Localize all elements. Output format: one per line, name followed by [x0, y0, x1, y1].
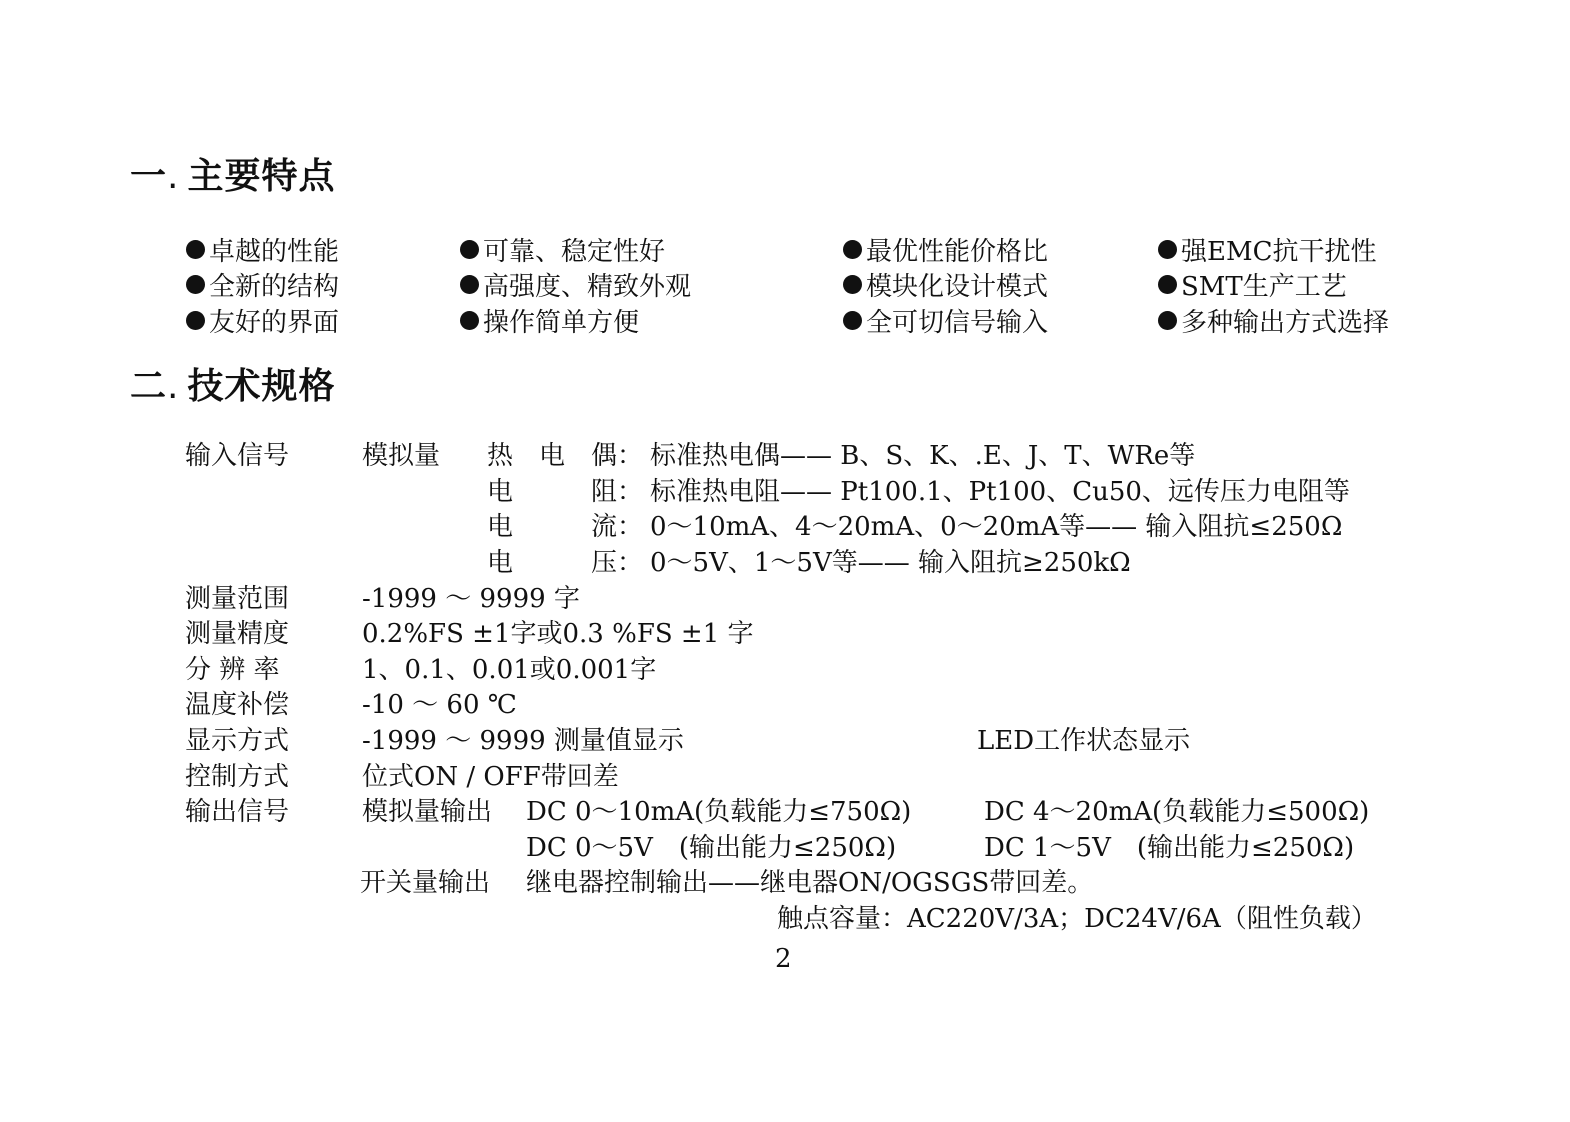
feature-item — [1158, 302, 1389, 339]
spec-value-display-led: LED工作状态显示 — [977, 726, 1191, 756]
feature-text: 操作简单方便 — [483, 308, 640, 338]
spec-label-display: 显示方式 — [185, 726, 290, 756]
feature-text: 可靠、稳定性好 — [483, 237, 666, 267]
spec-input-name: 电 压： — [487, 548, 644, 578]
feature-text: SMT生产工艺 — [1181, 272, 1347, 302]
bullet-icon — [186, 240, 205, 259]
spec-output-analog-value: DC 4～20mA(负载能力≤500Ω) — [984, 797, 1370, 827]
feature-item — [843, 266, 1048, 303]
bullet-icon — [843, 275, 862, 294]
bullet-icon — [1158, 275, 1177, 294]
feature-item — [186, 266, 339, 303]
bullet-icon — [843, 240, 862, 259]
feature-item — [843, 302, 1048, 339]
feature-text: 强EMC抗干扰性 — [1181, 237, 1377, 267]
spec-output-analog-value: DC 0～10mA(负载能力≤750Ω) — [526, 797, 912, 827]
feature-text: 最优性能价格比 — [866, 237, 1049, 267]
feature-item — [460, 266, 691, 303]
spec-value-temp-comp: -10 ～ 60 ℃ — [362, 690, 517, 720]
spec-label-input: 输入信号 — [185, 441, 290, 471]
spec-output-switch-value: 继电器控制输出——继电器ON/OGSGS带回差。 — [526, 868, 1094, 898]
spec-input-name: 电 阻： — [487, 477, 644, 507]
spec-label-resolution: 分 辨 率 — [185, 655, 280, 685]
feature-item — [460, 302, 639, 339]
spec-input-value: 标准热电偶—— B、S、K、.E、J、T、WRe等 — [650, 441, 1196, 471]
feature-text: 高强度、精致外观 — [483, 272, 692, 302]
spec-value-accuracy: 0.2%FS ±1字或0.3 %FS ±1 字 — [362, 619, 754, 649]
section-heading-features — [130, 148, 335, 199]
section-heading-specs — [130, 358, 335, 409]
spec-output-analog-label: 模拟量输出 — [362, 797, 493, 827]
feature-item — [1158, 266, 1347, 303]
section-number: 一 — [130, 156, 168, 197]
bullet-icon — [460, 240, 479, 259]
spec-output-analog-value: DC 1～5V (输出能力≤250Ω) — [984, 833, 1355, 863]
spec-input-value: 标准热电阻—— Pt100.1、Pt100、Cu50、远传压力电阻等 — [650, 477, 1350, 507]
feature-text: 卓越的性能 — [209, 237, 340, 267]
spec-label-range: 测量范围 — [185, 584, 290, 614]
section-title: 主要特点 — [187, 156, 336, 197]
spec-label-control: 控制方式 — [185, 762, 290, 792]
bullet-icon — [1158, 311, 1177, 330]
bullet-icon — [460, 275, 479, 294]
spec-input-value: 0～5V、1～5V等—— 输入阻抗≥250kΩ — [650, 548, 1131, 578]
spec-input-name: 电 流： — [487, 512, 644, 542]
spec-label-temp-comp: 温度补偿 — [185, 690, 290, 720]
feature-item — [1158, 231, 1377, 268]
spec-input-type: 模拟量 — [362, 441, 441, 471]
feature-text: 模块化设计模式 — [866, 272, 1049, 302]
section-title: 技术规格 — [187, 366, 336, 407]
spec-output-switch-label: 开关量输出 — [360, 868, 491, 898]
spec-output-analog-value: DC 0～5V (输出能力≤250Ω) — [526, 833, 897, 863]
spec-value-display: -1999 ～ 9999 测量值显示 — [362, 726, 684, 756]
spec-value-range: -1999 ～ 9999 字 — [362, 584, 580, 614]
feature-item — [460, 231, 665, 268]
spec-label-accuracy: 测量精度 — [185, 619, 290, 649]
feature-text: 友好的界面 — [209, 308, 340, 338]
page-number: 2 — [775, 944, 792, 974]
feature-item — [843, 231, 1048, 268]
bullet-icon — [460, 311, 479, 330]
feature-text: 多种输出方式选择 — [1181, 308, 1390, 338]
feature-text: 全新的结构 — [209, 272, 340, 302]
section-dot: . — [167, 366, 180, 407]
section-number: 二 — [130, 366, 168, 407]
feature-text: 全可切信号输入 — [866, 308, 1049, 338]
bullet-icon — [843, 311, 862, 330]
bullet-icon — [186, 311, 205, 330]
spec-output-contact: 触点容量：AC220V/3A；DC24V/6A（阻性负载） — [777, 904, 1377, 934]
bullet-icon — [1158, 240, 1177, 259]
spec-value-resolution: 1、0.1、0.01或0.001字 — [362, 655, 657, 685]
spec-input-name: 热 电 偶： — [487, 441, 644, 471]
spec-input-value: 0～10mA、4～20mA、0～20mA等—— 输入阻抗≤250Ω — [650, 512, 1343, 542]
feature-item — [186, 302, 339, 339]
spec-value-control: 位式ON / OFF带回差 — [362, 762, 619, 792]
section-dot: . — [167, 156, 180, 197]
spec-label-output: 输出信号 — [185, 797, 290, 827]
feature-item — [186, 231, 339, 268]
bullet-icon — [186, 275, 205, 294]
